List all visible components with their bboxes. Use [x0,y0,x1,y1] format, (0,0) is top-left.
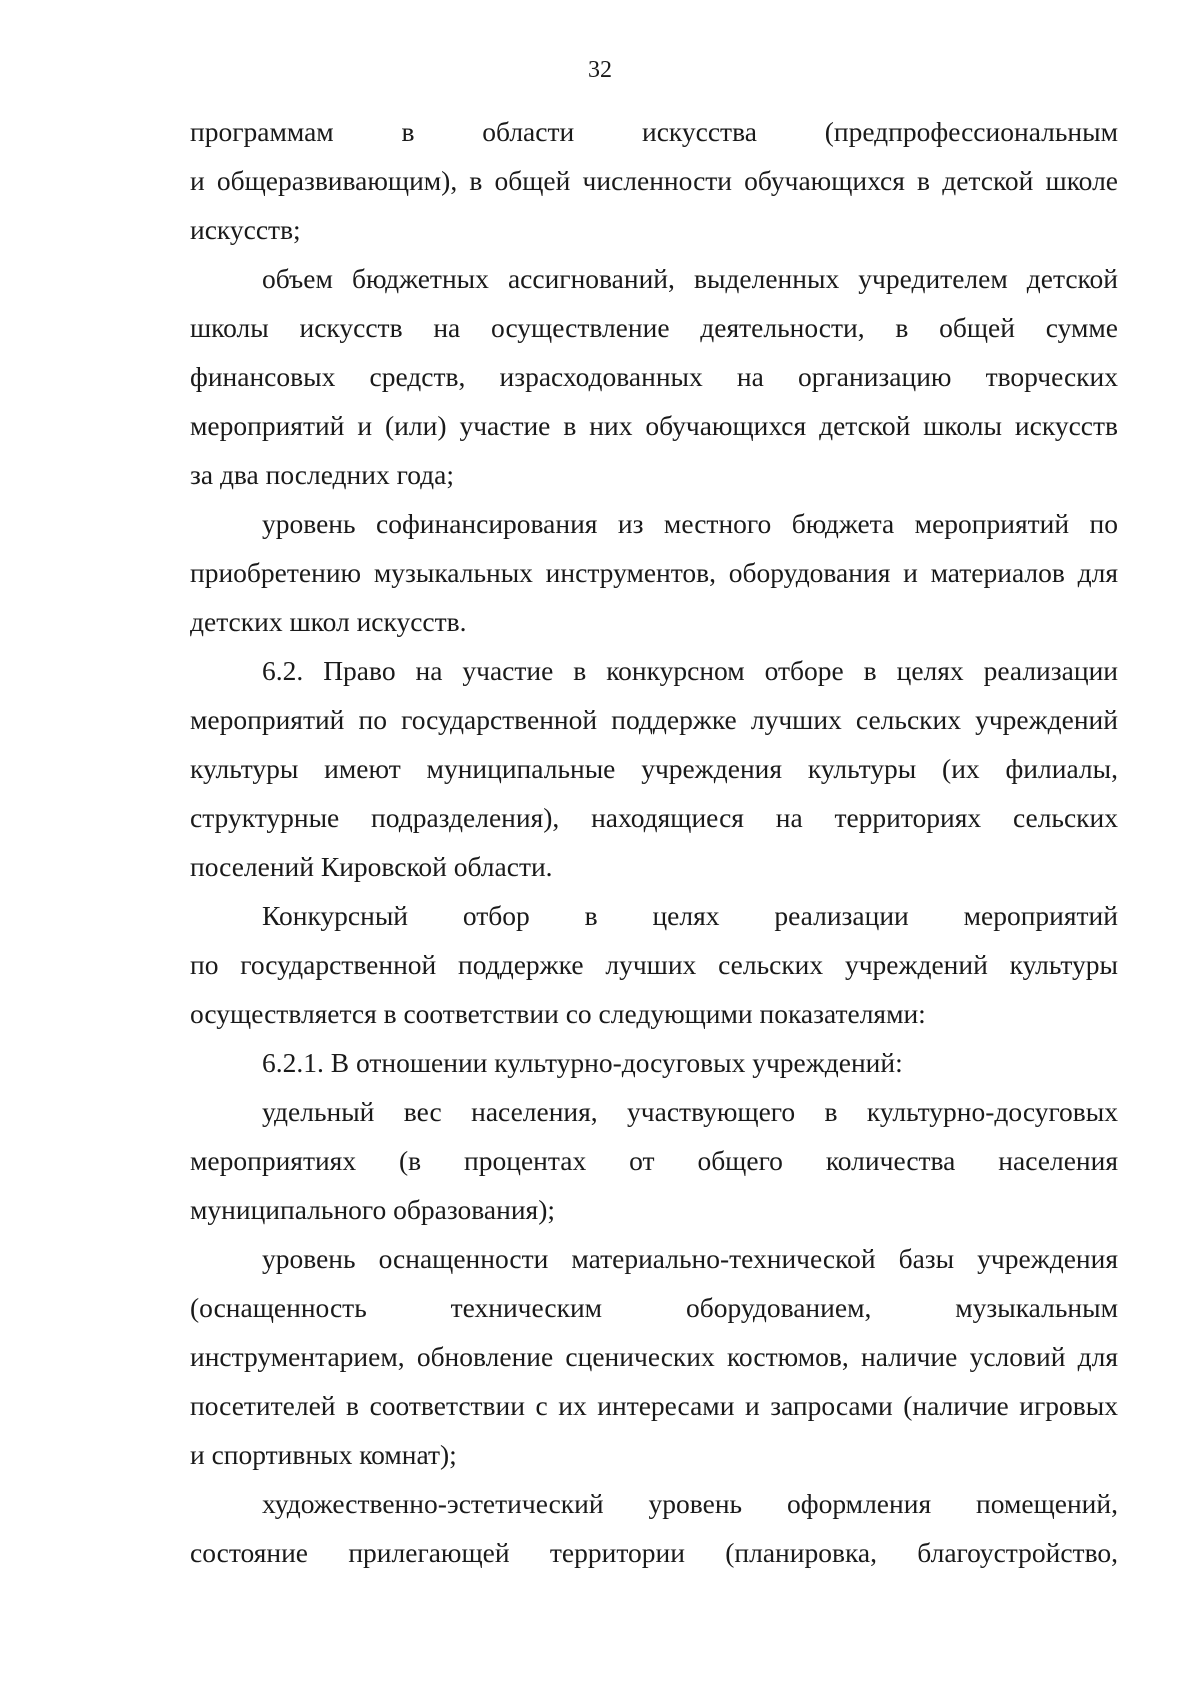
document-body [190,107,1118,1577]
text-line: и общеразвивающим), в общей численности обучающихся в детской школе [190,165,1118,196]
text-line: инструментарием, обновление сценических костюмов, наличие условий для [190,1341,1118,1372]
paragraph [190,107,1118,254]
text-line: структурные подразделения), находящиеся на территориях сельских [190,802,1118,833]
text-line: состояние прилегающей территории (планировка, благоустройство, [190,1537,1118,1568]
text-line: детских школ искусств. [190,606,467,637]
paragraph [190,1038,1118,1087]
text-line: поселений Кировской области. [190,851,553,882]
text-line: удельный вес населения, участвующего в культурно-досуговых [262,1096,1118,1127]
text-line: уровень оснащенности материально-технической базы учреждения [262,1243,1118,1274]
paragraph [190,1479,1118,1577]
text-line: посетителей в соответствии с их интересами и запросами (наличие игровых [190,1390,1118,1421]
paragraph [190,1234,1118,1479]
text-line: и спортивных комнат); [190,1439,457,1470]
text-line: мероприятий по государственной поддержке лучших сельских учреждений [190,704,1118,735]
text-line: финансовых средств, израсходованных на организацию творческих [190,361,1118,392]
text-line: художественно-эстетический уровень оформления помещений, [262,1488,1118,1519]
text-line: Конкурсный отбор в целях реализации мероприятий [262,900,1118,931]
text-line: 6.2. Право на участие в конкурсном отборе в целях реализации [262,655,1118,686]
text-line: осуществляется в соответствии со следующими показателями: [190,998,926,1029]
text-line: уровень софинансирования из местного бюджета мероприятий по [262,508,1118,539]
text-line: культуры имеют муниципальные учреждения культуры (их филиалы, [190,753,1118,784]
paragraph [190,499,1118,646]
paragraph [190,646,1118,891]
text-line: мероприятий и (или) участие в них обучающихся детской школы искусств [190,410,1118,441]
text-line: (оснащенность техническим оборудованием, музыкальным [190,1292,1118,1323]
text-line: объем бюджетных ассигнований, выделенных учредителем детской [262,263,1118,294]
text-line: приобретению музыкальных инструментов, оборудования и материалов для [190,557,1118,588]
paragraph [190,1087,1118,1234]
text-line: мероприятиях (в процентах от общего количества населения [190,1145,1118,1176]
text-line: по государственной поддержке лучших сельских учреждений культуры [190,949,1118,980]
text-line: школы искусств на осуществление деятельности, в общей сумме [190,312,1118,343]
text-line: за два последних года; [190,459,455,490]
page-number: 32 [588,57,612,83]
text-line: программам в области искусства (предпрофессиональным [190,116,1118,147]
text-line: муниципального образования); [190,1194,555,1225]
text-line: 6.2.1. В отношении культурно-досуговых учреждений: [262,1047,903,1078]
text-line: искусств; [190,214,301,245]
paragraph [190,891,1118,1038]
paragraph [190,254,1118,499]
